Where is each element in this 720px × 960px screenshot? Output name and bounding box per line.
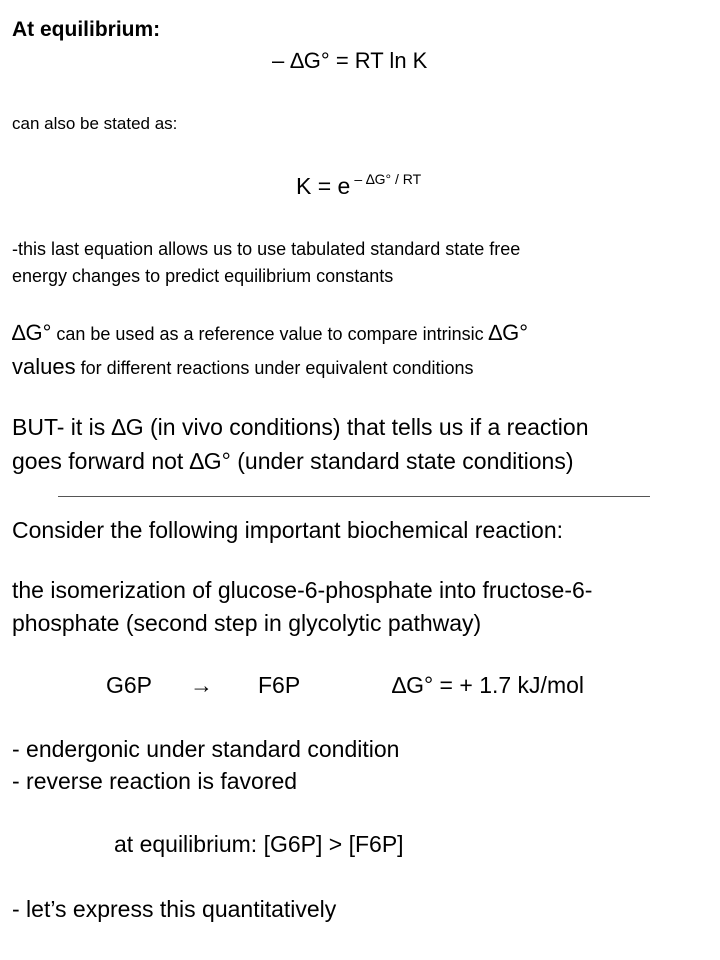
equation-base: K = e — [296, 173, 351, 199]
equation-free-energy: – ∆G° = RT ln K — [272, 48, 428, 73]
stated-as-text: can also be stated as: — [12, 114, 178, 133]
reference-text-1: can be used as a reference value to compare intrinsic — [51, 324, 489, 344]
reference-values-word: values — [12, 354, 76, 379]
isomerization-line-1: the isomerization of glucose-6-phosphate into fructose-6- — [12, 577, 593, 603]
heading: At equilibrium: — [12, 18, 161, 41]
point-reverse: - reverse reaction is favored — [12, 768, 298, 794]
reference-line-2 — [12, 356, 474, 378]
but-line-2: goes forward not ∆G° (under standard state conditions) — [12, 448, 574, 474]
but-line-1: BUT- it is ∆G (in vivo conditions) that tells us if a reaction — [12, 414, 589, 440]
equilibrium-statement: at equilibrium: [G6P] > [F6P] — [114, 831, 404, 857]
equation-exponent: – ∆G° / RT — [354, 171, 422, 187]
isomerization-line-2: phosphate (second step in glycolytic pathway) — [12, 610, 482, 636]
reference-delta-g-2: ∆G° — [488, 320, 528, 345]
reaction-arrow: → — [190, 672, 213, 698]
reference-delta-g-1: ∆G° — [12, 320, 52, 345]
note-line-2: energy changes to predict equilibrium constants — [12, 266, 394, 286]
reference-line-1 — [12, 322, 528, 344]
reaction-delta-g: ∆G° = + 1.7 kJ/mol — [392, 672, 585, 698]
reaction-reactant: G6P — [106, 672, 153, 698]
consider-text: Consider the following important biochemical reaction: — [12, 517, 564, 543]
note-line-1: -this last equation allows us to use tabulated standard state free — [12, 239, 521, 259]
equation-equilibrium-constant — [296, 171, 422, 199]
reaction-product: F6P — [258, 672, 301, 698]
point-endergonic: - endergonic under standard condition — [12, 736, 400, 762]
closing-text: - let’s express this quantitatively — [12, 896, 337, 922]
divider-line — [58, 496, 650, 497]
reference-text-2: for different reactions under equivalent conditions — [75, 358, 474, 378]
